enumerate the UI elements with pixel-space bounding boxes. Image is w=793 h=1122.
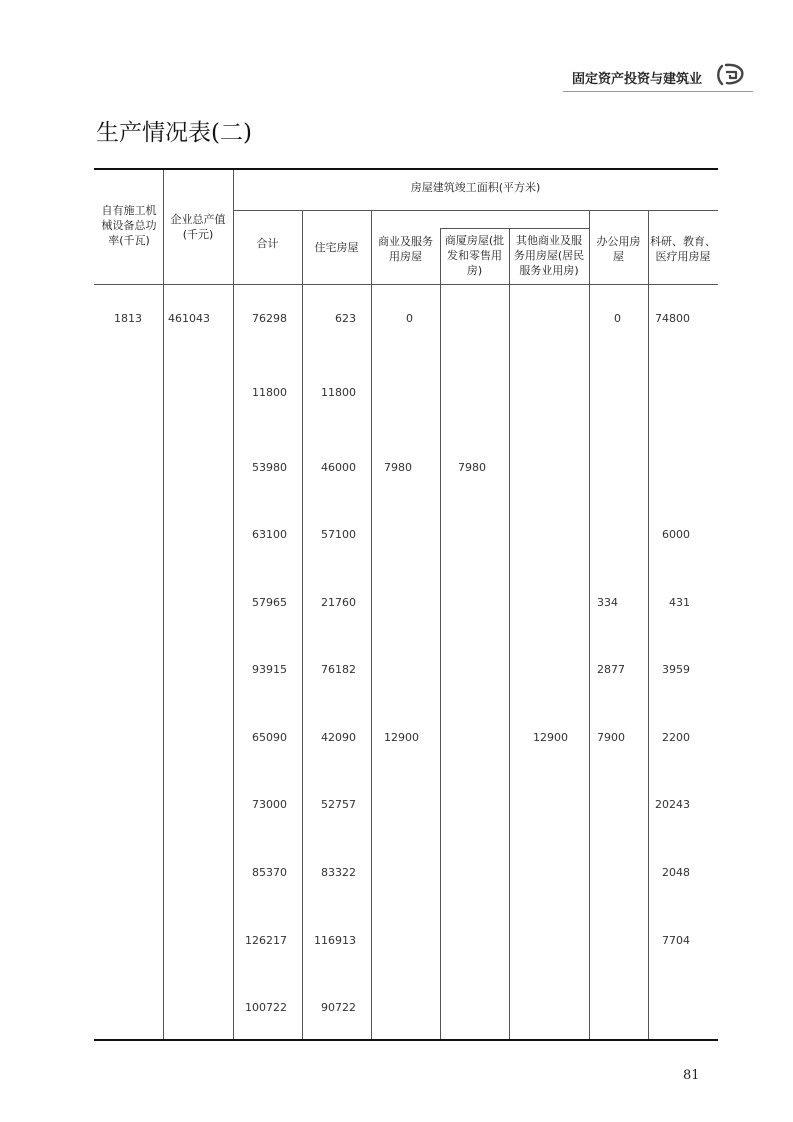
column-divider bbox=[163, 170, 164, 1039]
cell-residential: 52757 bbox=[321, 798, 356, 811]
cell-total: 100722 bbox=[245, 1001, 287, 1014]
column-divider bbox=[648, 210, 649, 1039]
section-title: 固定资产投资与建筑业 bbox=[572, 72, 703, 87]
cell-research: 2048 bbox=[662, 866, 690, 879]
cell-office: 7900 bbox=[597, 731, 625, 744]
column-divider bbox=[371, 210, 372, 1039]
table-bottom-rule bbox=[94, 1039, 718, 1041]
cell-research: 6000 bbox=[662, 528, 690, 541]
cell-residential: 90722 bbox=[321, 1001, 356, 1014]
cell-residential: 42090 bbox=[321, 731, 356, 744]
header-office: 办公用房屋 bbox=[596, 235, 641, 263]
cell-total: 76298 bbox=[252, 312, 287, 325]
header-bottom-rule bbox=[94, 284, 718, 285]
cell-research: 20243 bbox=[655, 798, 690, 811]
cell-total: 65090 bbox=[252, 731, 287, 744]
cell-total: 57965 bbox=[252, 596, 287, 609]
cell-residential: 21760 bbox=[321, 596, 356, 609]
cell-total: 11800 bbox=[252, 386, 287, 399]
header-research: 科研、教育、医疗用房屋 bbox=[650, 235, 716, 263]
cell-office: 2877 bbox=[597, 663, 625, 676]
cell-residential: 116913 bbox=[314, 934, 356, 947]
header-completed-area: 房屋建筑竣工面积(平方米) bbox=[410, 181, 541, 194]
header-machinery-power: 自有施工机械设备总功率(千瓦) bbox=[101, 204, 157, 247]
hand-logo-icon bbox=[716, 62, 746, 88]
column-divider bbox=[589, 210, 590, 1039]
commercial-subgroup-rule bbox=[440, 228, 589, 229]
page-title: 生产情况表(二) bbox=[96, 120, 252, 146]
header-other-commercial: 其他商业及服务用房屋(居民服务业用房) bbox=[513, 234, 585, 277]
cell-research: 3959 bbox=[662, 663, 690, 676]
column-divider bbox=[302, 210, 303, 1039]
cell-commercial: 12900 bbox=[384, 731, 419, 744]
column-divider bbox=[509, 228, 510, 1039]
cell-research: 7704 bbox=[662, 934, 690, 947]
cell-total: 126217 bbox=[245, 934, 287, 947]
column-divider bbox=[440, 228, 441, 1039]
table-top-rule bbox=[94, 168, 718, 170]
cell-residential: 57100 bbox=[321, 528, 356, 541]
header-rule bbox=[563, 91, 753, 92]
cell-mall: 7980 bbox=[458, 461, 486, 474]
cell-total: 73000 bbox=[252, 798, 287, 811]
header-total-output: 企业总产值(千元) bbox=[170, 213, 226, 241]
cell-research: 2200 bbox=[662, 731, 690, 744]
cell-office: 334 bbox=[597, 596, 618, 609]
cell-machinery-power: 1813 bbox=[114, 312, 142, 325]
cell-total: 85370 bbox=[252, 866, 287, 879]
page-number: 81 bbox=[683, 1068, 700, 1083]
cell-residential: 83322 bbox=[321, 866, 356, 879]
cell-total: 63100 bbox=[252, 528, 287, 541]
cell-commercial: 7980 bbox=[384, 461, 412, 474]
column-divider bbox=[233, 170, 234, 1039]
cell-total: 53980 bbox=[252, 461, 287, 474]
group-header-rule bbox=[233, 210, 718, 211]
cell-research: 74800 bbox=[655, 312, 690, 325]
header-mall: 商厦房屋(批发和零售用房) bbox=[444, 234, 505, 277]
cell-residential: 623 bbox=[335, 312, 356, 325]
header-total: 合计 bbox=[256, 237, 279, 250]
cell-residential: 76182 bbox=[321, 663, 356, 676]
cell-commercial: 0 bbox=[406, 312, 413, 325]
cell-office: 0 bbox=[614, 312, 621, 325]
cell-total: 93915 bbox=[252, 663, 287, 676]
header-residential: 住宅房屋 bbox=[314, 241, 359, 254]
cell-residential: 11800 bbox=[321, 386, 356, 399]
cell-residential: 46000 bbox=[321, 461, 356, 474]
cell-total-output: 461043 bbox=[168, 312, 210, 325]
cell-research: 431 bbox=[669, 596, 690, 609]
cell-other-commercial: 12900 bbox=[533, 731, 568, 744]
header-commercial: 商业及服务用房屋 bbox=[378, 235, 433, 263]
